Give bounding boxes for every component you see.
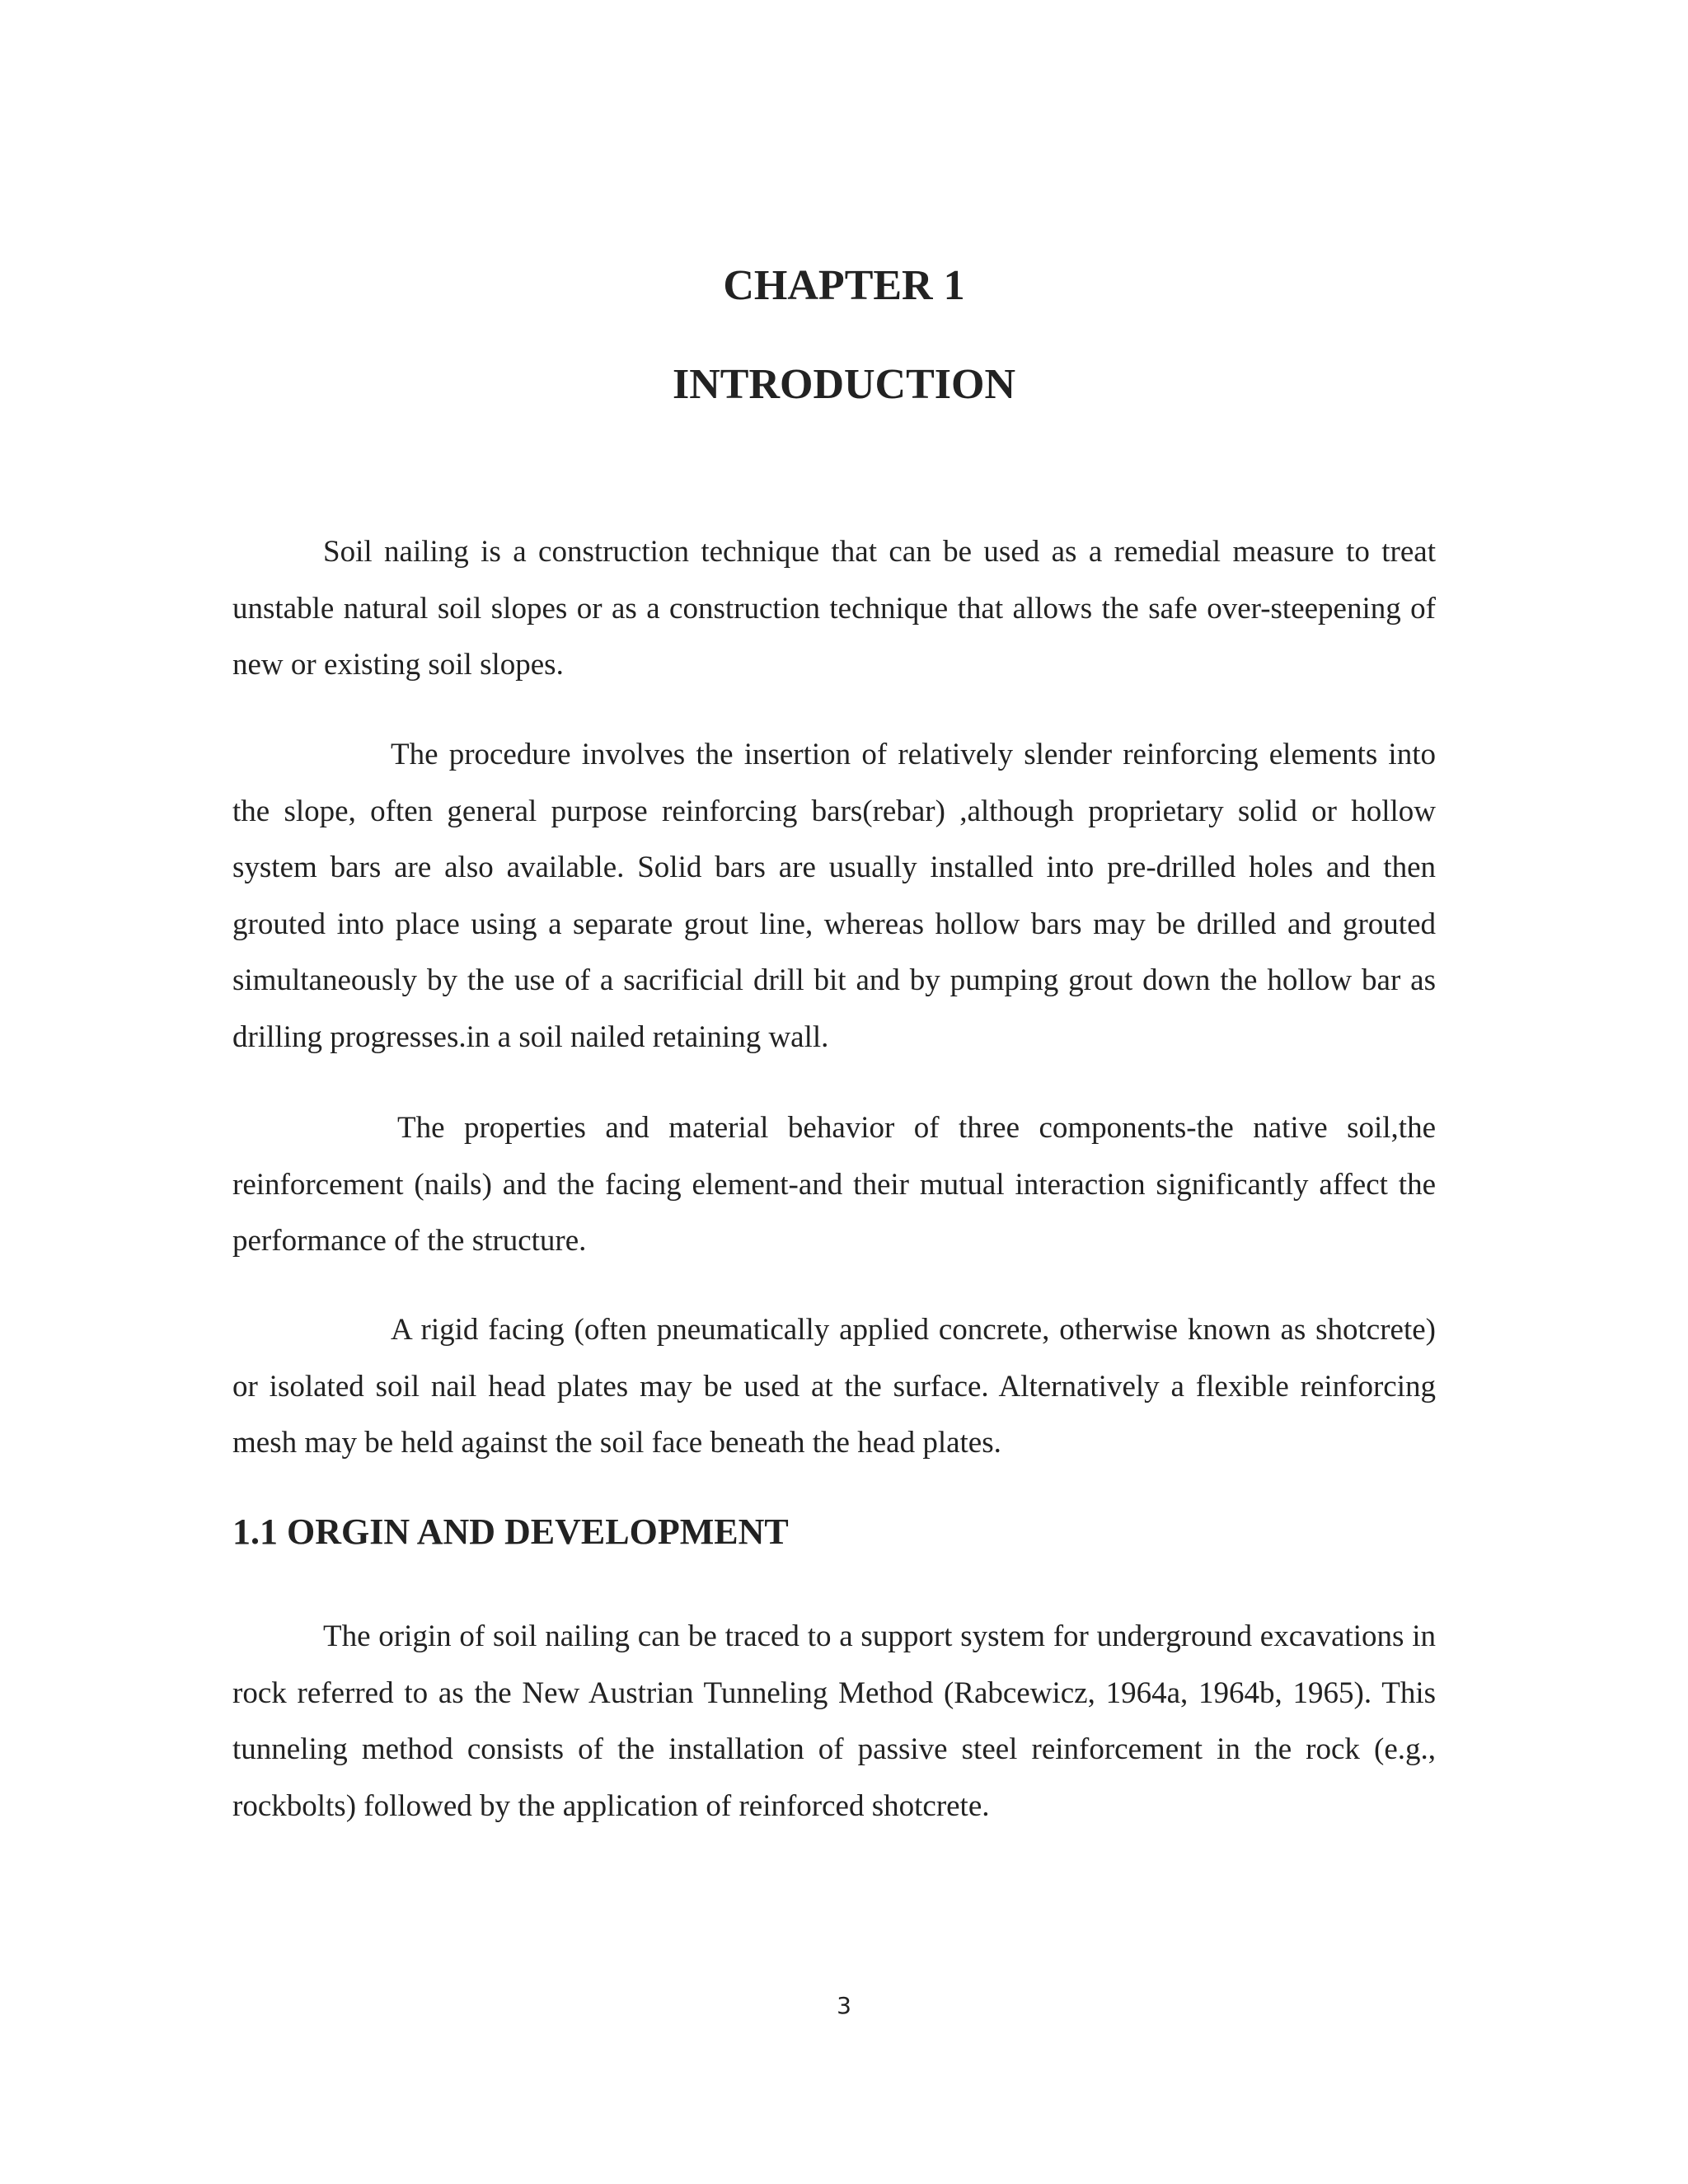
page-number: 3 [837, 1992, 851, 2019]
paragraph-facing: A rigid facing (often pneumatically applied concrete, otherwise known as shotcrete) or isolated soil nail head plates may be used at the surface. Alternatively a flexible reinforcing mesh may be held against the soil face beneath the head plates. [232, 1313, 1436, 1460]
section-heading: 1.1 ORGIN AND DEVELOPMENT [232, 1511, 789, 1552]
chapter-label: CHAPTER 1 [723, 262, 965, 309]
paragraph-components: The properties and material behavior of three components-the native soil,the reinforcement (nails) and the facing element-and their mutual interaction significantly affect the performance of the structure. [232, 1111, 1436, 1258]
paragraph-soil-nailing-definition: Soil nailing is a construction technique that can be used as a remedial measure to treat unstable natural soil slopes or as a construction technique that allows the safe over-steepening of new or existing soil slopes. [232, 535, 1436, 682]
chapter-title: INTRODUCTION [672, 361, 1016, 408]
paragraph-origin: The origin of soil nailing can be traced to a support system for underground excavations in rock referred to as the New Austrian Tunneling Method (Rabcewicz, 1964a, 1964b, 1965). This tunneling method consists of the installation of passive steel reinforcement in the rock (e.g., rockbolts) followed by the application of reinforced shotcrete. [232, 1619, 1436, 1823]
paragraph-procedure: The procedure involves the insertion of relatively slender reinforcing elements into the slope, often general purpose reinforcing bars(rebar) ,although proprietary solid or hollow system bars are also available. Solid bars are usually installed into pre-drilled holes and then grouted into place using a separate grout line, whereas hollow bars may be drilled and grouted simultaneously by the use of a sacrificial drill bit and by pumping grout down the hollow bar as drilling progresses.in a soil nailed retaining wall. [232, 738, 1436, 1054]
